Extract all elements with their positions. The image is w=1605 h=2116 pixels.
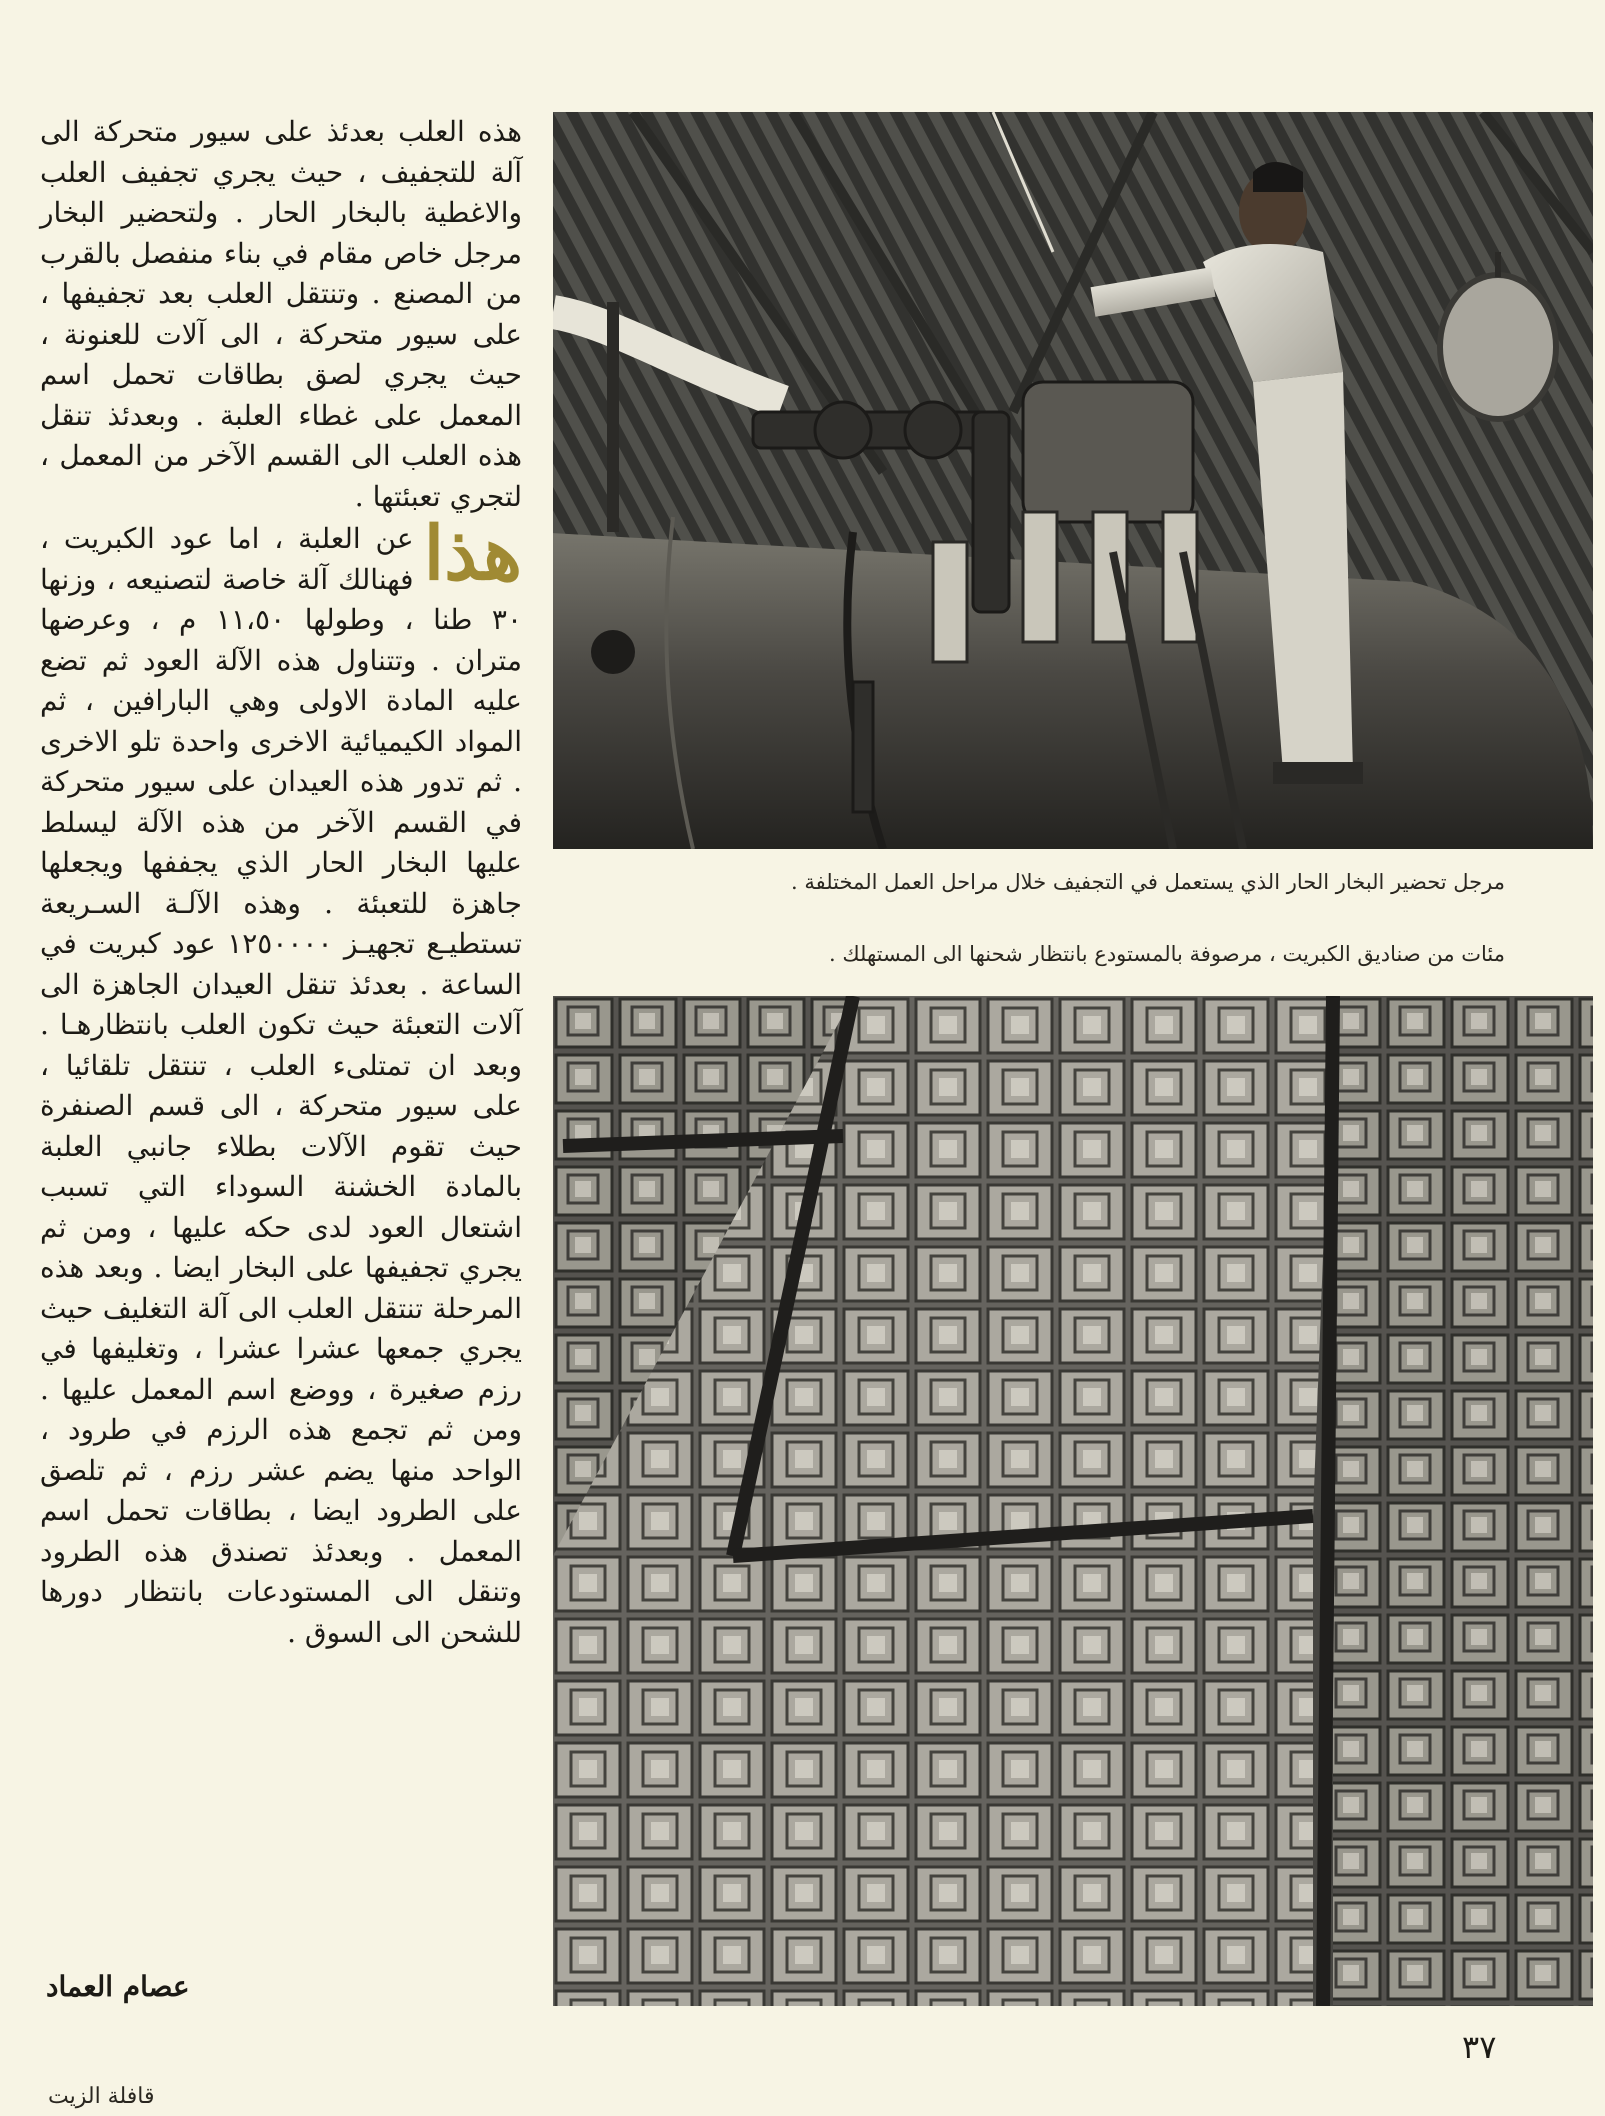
magazine-title-footer: قافلة الزيت xyxy=(48,2084,155,2109)
boiler-photo-caption: مرجل تحضير البخار الحار الذي يستعمل في التجفيف خلال مراحل العمل المختلفة . xyxy=(790,870,1505,894)
drop-cap-word: هذا xyxy=(423,511,522,597)
article-body xyxy=(40,112,522,1653)
warehouse-photo-caption: مئات من صناديق الكبريت ، مرصوفة بالمستودع بانتظار شحنها الى المستهلك . xyxy=(828,942,1505,966)
page-number: ٣٧ xyxy=(1462,2028,1497,2066)
boiler-photo xyxy=(553,112,1593,849)
article-paragraph-2: عن العلبة ، اما عود الكبريت ، فهنالك آلة خاصة لتصنيعه ، وزنها ٣٠ طنا ، وطولها ١١،٥٠ م ، وعرضها متران . وتتناول هذه الآلة العود ثم تضع عليه المادة الاولى وهي البارافين ، ثم المواد الكيميائية الاخرى واحدة تلو الاخرى . ثم تدور هذه العيدان على سيور متحركة في القسم الآخر من هذه الآلة ليسلط عليها البخار الحار الذي يجففها ويجعلها جاهزة للتعبئة . وهذه الآلـة السـريعة تستطيـع تجهيـز ١٢٥٠٠٠٠ عود كبريت في الساعة . بعدئذ تنقل العيدان الجاهزة الى آلات التعبئة حيث تكون العلب بانتظارهـا . وبعد ان تمتلىء العلب ، تنتقل تلقائيا ، على سيور متحركة ، الى قسم الصنفرة حيث تقوم الآلات بطلاء جانبي العلبة بالمادة الخشنة السوداء التي تسبب اشتعال العود لدى حكه عليها ، ومن ثم يجري تجفيفها على البخار ايضا . وبعد هذه المرحلة تنتقل العلب الى آلة التغليف حيث يجري جمعها عشرا عشرا ، وتغليفها في رزم صغيرة ، ووضع اسم المعمل عليها . ومن ثم تجمع هذه الرزم في طرود ، الواحد منها يضم عشر رزم ، ثم تلصق على الطرود ايضا ، بطاقات تحمل اسم المعمل . وبعدئذ تصندق هذه الطرود وتنقل الى المستودعات بانتظار دورها للشحن الى السوق . xyxy=(40,522,522,1649)
article-paragraph-2-wrap xyxy=(40,511,522,1653)
warehouse-photo xyxy=(553,996,1593,2006)
article-paragraph-1: هذه العلب بعدئذ على سيور متحركة الى آلة للتجفيف ، حيث يجري تجفيف العلب والاغطية بالبخار الحار . ولتحضير البخار مرجل خاص مقام في بناء منفصل بالقرب من المصنع . وتنتقل العلب بعد تجفيفها ، على سيور متحركة ، الى آلات للعنونة ، حيث يجري لصق بطاقات تحمل اسم المعمل على غطاء العلبة . وبعدئذ تنقل هذه العلب الى القسم الآخر من المعمل ، لتجري تعبئتها . xyxy=(40,115,522,513)
author-name: عصام العماد xyxy=(46,1970,190,2003)
